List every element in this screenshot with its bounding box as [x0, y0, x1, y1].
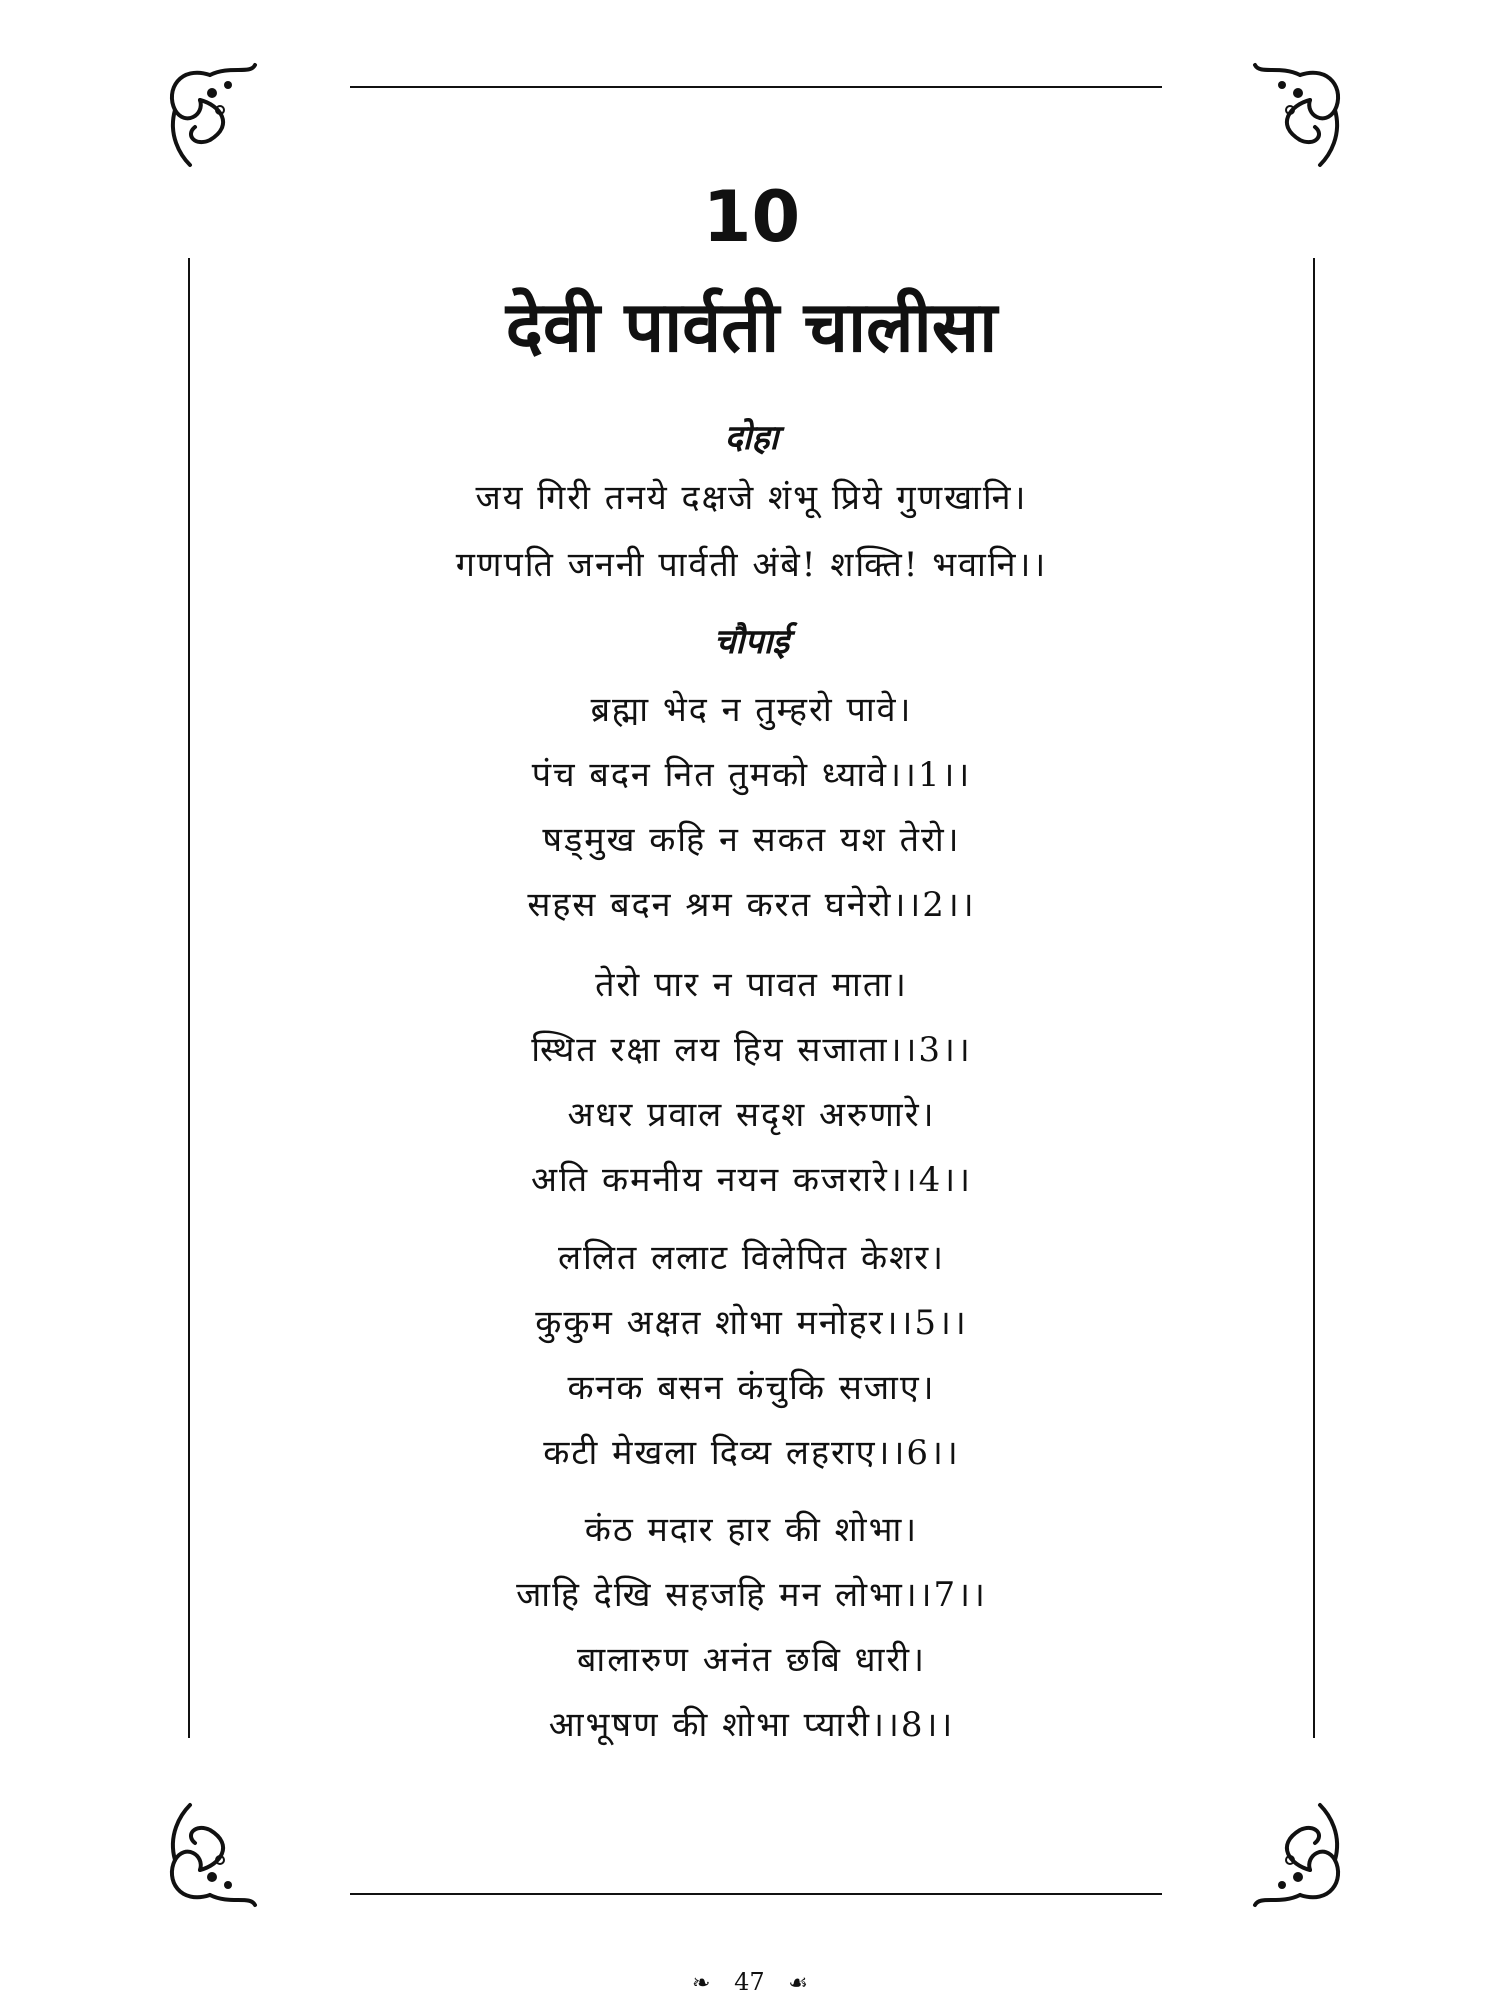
- chaupai-line: षड्मुख कहि न सकत यश तेरो।: [542, 820, 961, 860]
- doha-heading: दोहा: [724, 418, 779, 458]
- doha-line: गणपति जननी पार्वती अंबे! शक्ति! भवानि।।: [455, 545, 1048, 585]
- right-flourish-icon: ☙: [788, 1971, 808, 1996]
- corner-ornament-icon: [150, 1795, 270, 1915]
- chaupai-line: आभूषण की शोभा प्यारी।।8।।: [548, 1705, 955, 1745]
- chaupai-line: जाहि देखि सहजहि मन लोभा।।7।।: [516, 1575, 987, 1615]
- page-footer: [0, 1970, 1500, 1995]
- chaupai-line: अधर प्रवाल सदृश अरुणारे।: [567, 1095, 936, 1135]
- chaupai-line: अति कमनीय नयन कजरारे।।4।।: [530, 1160, 973, 1200]
- chaupai-line: बालारुण अनंत छबि धारी।: [576, 1640, 926, 1680]
- chaupai-line: पंच बदन नित तुमको ध्यावे।।1।।: [531, 755, 972, 795]
- corner-ornament-icon: [1240, 1795, 1360, 1915]
- chaupai-line: ललित ललाट विलेपित केशर।: [557, 1238, 946, 1278]
- top-border-rule: [350, 86, 1162, 88]
- bottom-border-rule: [350, 1893, 1162, 1895]
- chaupai-heading: चौपाई: [713, 622, 790, 662]
- chaupai-line: कटी मेखला दिव्य लहराए।।6।।: [543, 1433, 960, 1473]
- left-flourish-icon: ❧: [692, 1971, 711, 1996]
- corner-ornament-icon: [1240, 55, 1360, 175]
- chapter-number: 10: [702, 176, 801, 258]
- corner-ornament-icon: [150, 55, 270, 175]
- right-border-rule: [1313, 258, 1315, 1738]
- chaupai-line: ब्रह्मा भेद न तुम्हरो पावे।: [590, 690, 913, 730]
- chaupai-line: सहस बदन श्रम करत घनेरो।।2।।: [527, 885, 976, 925]
- page-number: 47: [734, 1968, 765, 1996]
- chaupai-line: कनक बसन कंचुकि सजाए।: [567, 1368, 936, 1408]
- chaupai-line: कंठ मदार हार की शोभा।: [584, 1510, 919, 1550]
- chaupai-line: स्थित रक्षा लय हिय सजाता।।3।।: [531, 1030, 972, 1070]
- chapter-title: देवी पार्वती चालीसा: [505, 286, 998, 368]
- doha-line: जय गिरी तनये दक्षजे शंभू प्रिये गुणखानि।: [475, 478, 1028, 518]
- chaupai-line: तेरो पार न पावत माता।: [595, 965, 908, 1005]
- chaupai-line: कुकुम अक्षत शोभा मनोहर।।5।।: [535, 1303, 968, 1343]
